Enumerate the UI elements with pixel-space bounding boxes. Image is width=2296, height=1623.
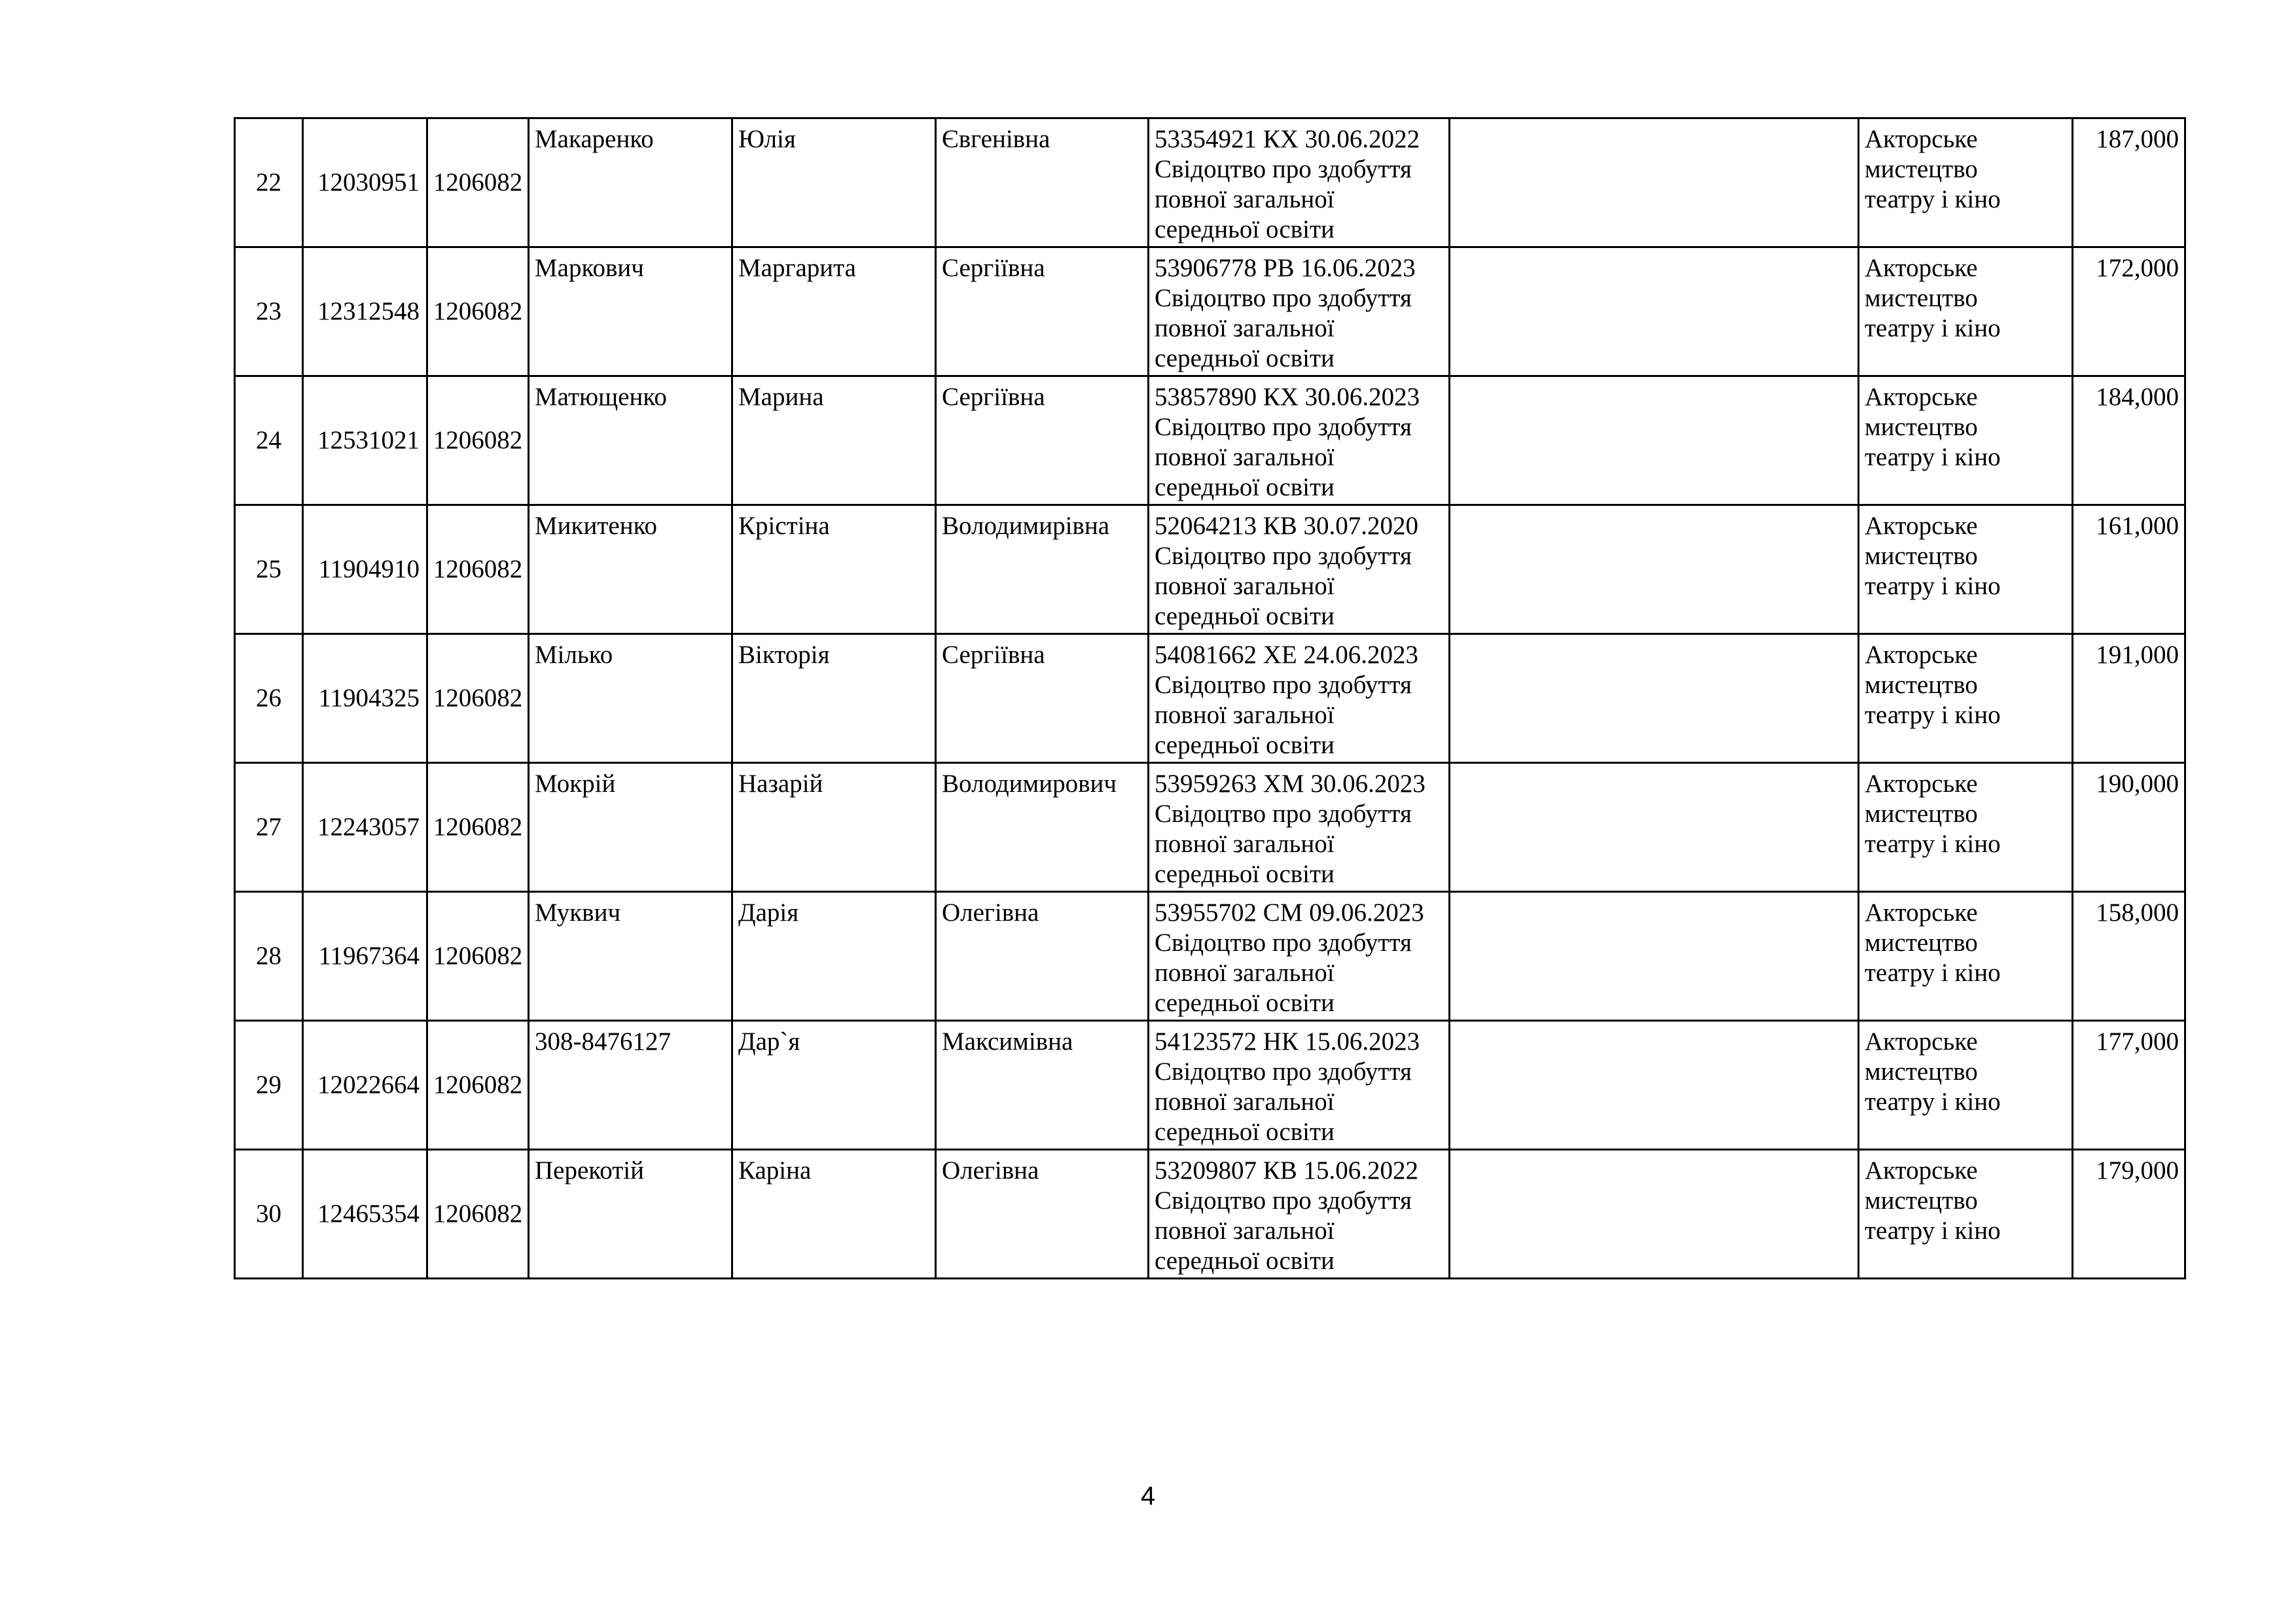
specialty-line: театру і кіно bbox=[1865, 701, 2001, 729]
score-cell: 179,000 bbox=[2073, 1150, 2185, 1279]
document-line: повної загальної bbox=[1155, 572, 1335, 600]
surname-cell: Микитенко bbox=[529, 505, 732, 634]
row-number-cell: 22 bbox=[235, 118, 303, 247]
document-line: Свідоцтво про здобуття bbox=[1155, 284, 1412, 312]
program-code-cell: 1206082 bbox=[427, 376, 529, 505]
table-row bbox=[235, 892, 2185, 1021]
program-code-cell: 1206082 bbox=[427, 634, 529, 763]
surname-cell: Мокрій bbox=[529, 763, 732, 892]
specialty-line: Акторське bbox=[1865, 512, 1978, 540]
document-line: середньої освіти bbox=[1155, 1247, 1335, 1275]
specialty-line: Акторське bbox=[1865, 770, 1978, 798]
specialty-line: театру і кіно bbox=[1865, 959, 2001, 987]
row-number-cell: 25 bbox=[235, 505, 303, 634]
score-cell: 161,000 bbox=[2073, 505, 2185, 634]
specialty-line: театру і кіно bbox=[1865, 443, 2001, 471]
specialty-cell bbox=[1859, 763, 2073, 892]
score-cell: 158,000 bbox=[2073, 892, 2185, 1021]
document-cell bbox=[1149, 376, 1450, 505]
program-code-cell: 1206082 bbox=[427, 247, 529, 376]
row-number-cell: 30 bbox=[235, 1150, 303, 1279]
patronymic-cell: Сергіївна bbox=[936, 376, 1149, 505]
document-line: Свідоцтво про здобуття bbox=[1155, 1058, 1412, 1086]
specialty-line: театру і кіно bbox=[1865, 830, 2001, 858]
specialty-line: мистецтво bbox=[1865, 413, 1978, 441]
document-line: Свідоцтво про здобуття bbox=[1155, 800, 1412, 828]
document-line: 53209807 КВ 15.06.2022 bbox=[1155, 1156, 1419, 1185]
program-code-cell: 1206082 bbox=[427, 118, 529, 247]
surname-cell: Перекотій bbox=[529, 1150, 732, 1279]
applicant-id-cell: 11904910 bbox=[303, 505, 427, 634]
first-name-cell: Дар`я bbox=[732, 1021, 936, 1150]
document-cell bbox=[1149, 1021, 1450, 1150]
specialty-line: мистецтво bbox=[1865, 929, 1978, 957]
document-line: середньої освіти bbox=[1155, 731, 1335, 759]
applicant-id-cell: 12312548 bbox=[303, 247, 427, 376]
score-cell: 177,000 bbox=[2073, 1021, 2185, 1150]
empty-cell bbox=[1450, 118, 1859, 247]
first-name-cell: Назарій bbox=[732, 763, 936, 892]
document-line: повної загальної bbox=[1155, 1217, 1335, 1245]
first-name-cell: Юлія bbox=[732, 118, 936, 247]
row-number-cell: 23 bbox=[235, 247, 303, 376]
specialty-line: Акторське bbox=[1865, 254, 1978, 282]
specialty-line: Акторське bbox=[1865, 641, 1978, 669]
document-cell bbox=[1149, 763, 1450, 892]
page-number: 4 bbox=[1140, 1482, 1156, 1510]
specialty-line: мистецтво bbox=[1865, 155, 1978, 183]
first-name-cell: Марина bbox=[732, 376, 936, 505]
specialty-line: мистецтво bbox=[1865, 671, 1978, 699]
applicant-id-cell: 12465354 bbox=[303, 1150, 427, 1279]
specialty-line: мистецтво bbox=[1865, 284, 1978, 312]
specialty-line: Акторське bbox=[1865, 383, 1978, 411]
document-line: 53959263 ХМ 30.06.2023 bbox=[1155, 770, 1426, 798]
patronymic-cell: Сергіївна bbox=[936, 634, 1149, 763]
document-line: 54123572 НК 15.06.2023 bbox=[1155, 1027, 1420, 1056]
first-name-cell: Вікторія bbox=[732, 634, 936, 763]
surname-cell: 308-8476127 bbox=[529, 1021, 732, 1150]
table-row bbox=[235, 763, 2185, 892]
program-code-cell: 1206082 bbox=[427, 505, 529, 634]
specialty-cell bbox=[1859, 118, 2073, 247]
patronymic-cell: Максимівна bbox=[936, 1021, 1149, 1150]
specialty-line: Акторське bbox=[1865, 125, 1978, 153]
surname-cell: Матющенко bbox=[529, 376, 732, 505]
specialty-cell bbox=[1859, 1150, 2073, 1279]
specialty-line: театру і кіно bbox=[1865, 1088, 2001, 1116]
patronymic-cell: Євгенівна bbox=[936, 118, 1149, 247]
document-line: 54081662 ХЕ 24.06.2023 bbox=[1155, 641, 1418, 669]
specialty-line: мистецтво bbox=[1865, 542, 1978, 570]
specialty-line: мистецтво bbox=[1865, 1186, 1978, 1215]
empty-cell bbox=[1450, 1150, 1859, 1279]
applicant-id-cell: 12030951 bbox=[303, 118, 427, 247]
document-line: середньої освіти bbox=[1155, 989, 1335, 1017]
document-line: повної загальної bbox=[1155, 830, 1335, 858]
first-name-cell: Каріна bbox=[732, 1150, 936, 1279]
specialty-cell bbox=[1859, 505, 2073, 634]
document-line: середньої освіти bbox=[1155, 344, 1335, 372]
document-cell bbox=[1149, 1150, 1450, 1279]
specialty-cell bbox=[1859, 376, 2073, 505]
document-line: Свідоцтво про здобуття bbox=[1155, 413, 1412, 441]
document-cell bbox=[1149, 505, 1450, 634]
empty-cell bbox=[1450, 376, 1859, 505]
specialty-line: Акторське bbox=[1865, 899, 1978, 927]
surname-cell: Муквич bbox=[529, 892, 732, 1021]
specialty-cell bbox=[1859, 1021, 2073, 1150]
specialty-cell bbox=[1859, 634, 2073, 763]
patronymic-cell: Володимирович bbox=[936, 763, 1149, 892]
empty-cell bbox=[1450, 1021, 1859, 1150]
document-cell bbox=[1149, 247, 1450, 376]
specialty-cell bbox=[1859, 892, 2073, 1021]
score-cell: 184,000 bbox=[2073, 376, 2185, 505]
document-line: Свідоцтво про здобуття bbox=[1155, 542, 1412, 570]
empty-cell bbox=[1450, 505, 1859, 634]
specialty-line: мистецтво bbox=[1865, 1058, 1978, 1086]
program-code-cell: 1206082 bbox=[427, 892, 529, 1021]
document-cell bbox=[1149, 634, 1450, 763]
first-name-cell: Дарія bbox=[732, 892, 936, 1021]
score-cell: 190,000 bbox=[2073, 763, 2185, 892]
program-code-cell: 1206082 bbox=[427, 763, 529, 892]
document-cell bbox=[1149, 118, 1450, 247]
first-name-cell: Маргарита bbox=[732, 247, 936, 376]
document-line: середньої освіти bbox=[1155, 602, 1335, 630]
specialty-line: театру і кіно bbox=[1865, 185, 2001, 213]
document-line: 53354921 КХ 30.06.2022 bbox=[1155, 125, 1420, 153]
document-line: повної загальної bbox=[1155, 1088, 1335, 1116]
table-row bbox=[235, 247, 2185, 376]
table-row bbox=[235, 118, 2185, 247]
row-number-cell: 26 bbox=[235, 634, 303, 763]
document-line: середньої освіти bbox=[1155, 860, 1335, 888]
score-cell: 187,000 bbox=[2073, 118, 2185, 247]
specialty-line: театру і кіно bbox=[1865, 1217, 2001, 1245]
patronymic-cell: Сергіївна bbox=[936, 247, 1149, 376]
document-line: повної загальної bbox=[1155, 959, 1335, 987]
document-line: середньої освіти bbox=[1155, 215, 1335, 243]
document-line: 53906778 РВ 16.06.2023 bbox=[1155, 254, 1416, 282]
patronymic-cell: Володимирівна bbox=[936, 505, 1149, 634]
specialty-line: Акторське bbox=[1865, 1156, 1978, 1185]
document-line: середньої освіти bbox=[1155, 473, 1335, 501]
row-number-cell: 24 bbox=[235, 376, 303, 505]
table-row bbox=[235, 376, 2185, 505]
table-row bbox=[235, 505, 2185, 634]
row-number-cell: 29 bbox=[235, 1021, 303, 1150]
specialty-cell bbox=[1859, 247, 2073, 376]
specialty-line: театру і кіно bbox=[1865, 314, 2001, 342]
score-cell: 191,000 bbox=[2073, 634, 2185, 763]
surname-cell: Макаренко bbox=[529, 118, 732, 247]
score-cell: 172,000 bbox=[2073, 247, 2185, 376]
document-line: повної загальної bbox=[1155, 185, 1335, 213]
applicant-id-cell: 12243057 bbox=[303, 763, 427, 892]
empty-cell bbox=[1450, 247, 1859, 376]
document-line: повної загальної bbox=[1155, 701, 1335, 729]
specialty-line: театру і кіно bbox=[1865, 572, 2001, 600]
table-row bbox=[235, 634, 2185, 763]
document-line: Свідоцтво про здобуття bbox=[1155, 929, 1412, 957]
table-row bbox=[235, 1150, 2185, 1279]
specialty-line: мистецтво bbox=[1865, 800, 1978, 828]
document-line: Свідоцтво про здобуття bbox=[1155, 155, 1412, 183]
row-number-cell: 27 bbox=[235, 763, 303, 892]
surname-cell: Маркович bbox=[529, 247, 732, 376]
document-line: повної загальної bbox=[1155, 443, 1335, 471]
table-body bbox=[235, 118, 2185, 1279]
patronymic-cell: Олегівна bbox=[936, 892, 1149, 1021]
program-code-cell: 1206082 bbox=[427, 1150, 529, 1279]
first-name-cell: Крістіна bbox=[732, 505, 936, 634]
empty-cell bbox=[1450, 763, 1859, 892]
row-number-cell: 28 bbox=[235, 892, 303, 1021]
applicant-id-cell: 12022664 bbox=[303, 1021, 427, 1150]
document-line: Свідоцтво про здобуття bbox=[1155, 671, 1412, 699]
document-line: середньої освіти bbox=[1155, 1118, 1335, 1146]
document-line: 52064213 КВ 30.07.2020 bbox=[1155, 512, 1419, 540]
table-row bbox=[235, 1021, 2185, 1150]
applicant-id-cell: 11967364 bbox=[303, 892, 427, 1021]
applicant-id-cell: 11904325 bbox=[303, 634, 427, 763]
document-cell bbox=[1149, 892, 1450, 1021]
document-line: 53955702 СМ 09.06.2023 bbox=[1155, 899, 1424, 927]
document-line: 53857890 КХ 30.06.2023 bbox=[1155, 383, 1420, 411]
applicant-id-cell: 12531021 bbox=[303, 376, 427, 505]
document-line: повної загальної bbox=[1155, 314, 1335, 342]
patronymic-cell: Олегівна bbox=[936, 1150, 1149, 1279]
empty-cell bbox=[1450, 634, 1859, 763]
specialty-line: Акторське bbox=[1865, 1027, 1978, 1056]
surname-cell: Мілько bbox=[529, 634, 732, 763]
applicants-table bbox=[234, 117, 2186, 1279]
document-line: Свідоцтво про здобуття bbox=[1155, 1186, 1412, 1215]
program-code-cell: 1206082 bbox=[427, 1021, 529, 1150]
empty-cell bbox=[1450, 892, 1859, 1021]
